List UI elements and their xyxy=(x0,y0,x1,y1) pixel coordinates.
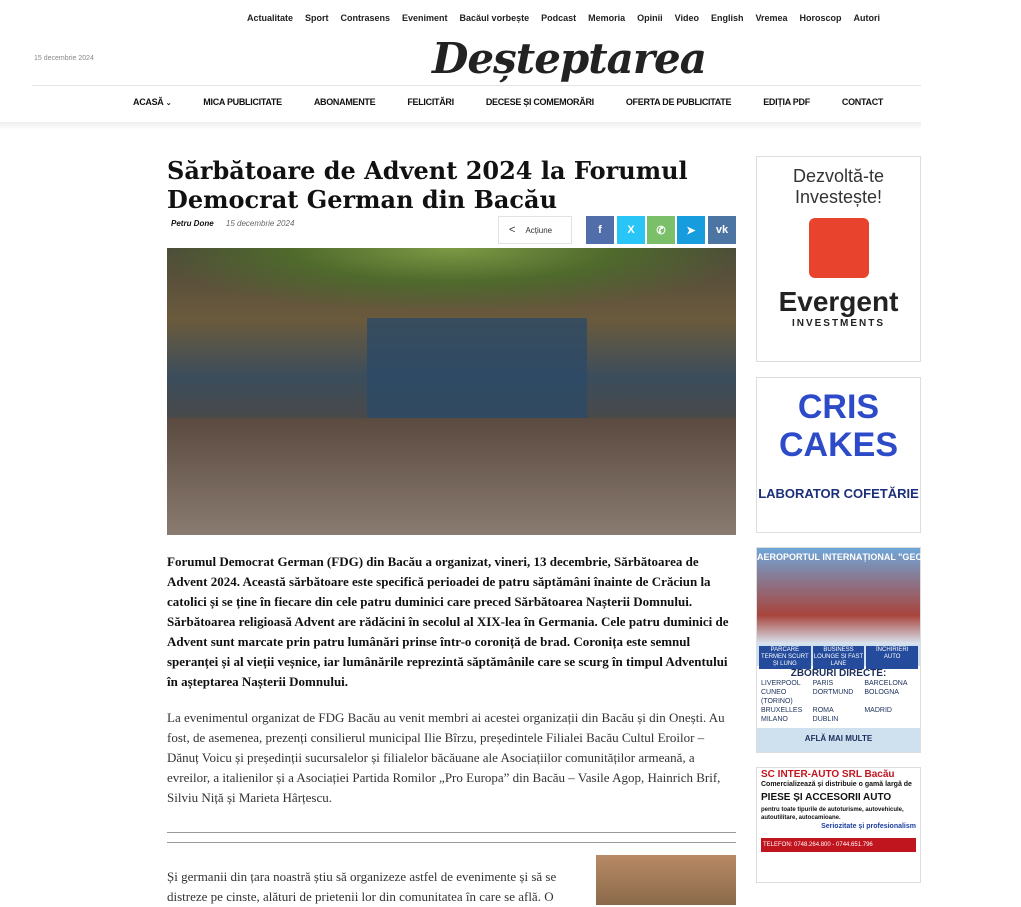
city: DORTMUND xyxy=(812,689,854,696)
share-label: Acțiune xyxy=(525,225,553,235)
author-link[interactable]: Petru Done xyxy=(171,219,214,228)
ad-line: CAKES xyxy=(778,426,899,464)
share-icon: < xyxy=(509,224,516,236)
city: ROMA xyxy=(812,707,834,714)
top-menu xyxy=(247,13,880,23)
city: LIVERPOOL xyxy=(761,680,801,687)
vk-icon: vk xyxy=(715,224,729,236)
city: DUBLIN xyxy=(812,716,839,723)
ad-cris-cakes[interactable] xyxy=(756,377,921,533)
nav-item[interactable]: ABONAMENTE xyxy=(313,97,376,107)
city: MILANO xyxy=(761,716,788,723)
city: BRUXELLES xyxy=(761,707,803,714)
ad-service: ÎNCHIRIERI AUTO xyxy=(866,646,918,669)
top-menu-item[interactable]: Memoria xyxy=(588,13,626,23)
nav-item[interactable]: DECESE ȘI COMEMORĂRI xyxy=(485,97,594,107)
divider xyxy=(167,842,736,843)
ad-inter-auto[interactable] xyxy=(756,767,921,883)
ad-title: SC INTER-AUTO SRL Bacău xyxy=(761,769,895,780)
nav-item[interactable]: MICA PUBLICITATE xyxy=(203,97,282,107)
city: PARIS xyxy=(812,680,834,687)
inline-photo[interactable] xyxy=(596,855,736,905)
whatsapp-share-button[interactable] xyxy=(647,216,675,244)
ad-service: PARCARE TERMEN SCURT ȘI LUNG xyxy=(759,646,811,669)
article-meta xyxy=(171,219,294,228)
nav-label: ACASĂ xyxy=(133,97,164,107)
facebook-icon: f xyxy=(598,224,602,236)
share-button[interactable] xyxy=(498,216,572,244)
top-menu-item[interactable]: Sport xyxy=(305,13,329,23)
ad-sub: LABORATOR COFETĂRIE xyxy=(758,486,919,501)
city: CUNEO (TORINO) xyxy=(761,689,793,705)
top-menu-item[interactable]: Horoscop xyxy=(799,13,842,23)
nav-item[interactable]: OFERTA DE PUBLICITATE xyxy=(625,97,732,107)
facebook-share-button[interactable] xyxy=(586,216,614,244)
article-date: 15 decembrie 2024 xyxy=(225,219,295,228)
top-menu-item[interactable]: Contrasens xyxy=(340,13,391,23)
article-photo[interactable] xyxy=(167,248,736,535)
nav-item[interactable]: FELICITĂRI xyxy=(407,97,454,107)
ad-airport[interactable] xyxy=(756,547,1021,753)
ad-title: AEROPORTUL INTERNAȚIONAL "GEORGE ENESCU" BACĂU xyxy=(757,548,920,644)
nav-item[interactable]: EDIȚIA PDF xyxy=(763,97,810,107)
ad-phone: TELEFON: 0748.264.800 - 0744.651.796 xyxy=(761,838,916,852)
ad-brand: Evergent xyxy=(778,286,899,317)
header-date: 15 decembrie 2024 xyxy=(34,55,94,62)
site-logo[interactable]: Deșteptarea xyxy=(432,34,706,83)
city: BOLOGNA xyxy=(864,689,899,696)
ad-line: PIESE ȘI ACCESORII AUTO xyxy=(761,792,892,803)
chevron-down-icon: ⌄ xyxy=(165,100,172,107)
ad-line: Dezvoltă-te xyxy=(792,166,885,186)
divider xyxy=(32,85,921,86)
main-nav xyxy=(133,97,915,107)
ad-slogan: Seriozitate și profesionalism xyxy=(821,823,916,830)
photo-audience xyxy=(167,418,736,535)
telegram-icon: ➤ xyxy=(686,224,696,237)
x-icon: X xyxy=(627,224,635,236)
ad-service: BUSINESS LOUNGE ȘI FAST LANE xyxy=(813,647,864,667)
top-menu-item[interactable]: Video xyxy=(674,13,699,23)
photo-foliage xyxy=(167,248,736,308)
divider xyxy=(167,832,736,833)
ad-line: CRIS xyxy=(797,388,880,426)
ad-line: Comercializează și distribuie o gamă largă de xyxy=(761,781,912,788)
top-menu-item[interactable]: English xyxy=(710,13,744,23)
bull-logo-icon xyxy=(809,218,869,278)
ad-heading: ZBORURI DIRECTE: xyxy=(790,668,887,679)
top-menu-item[interactable]: Bacăul vorbește xyxy=(459,13,530,23)
top-menu-item[interactable]: Eveniment xyxy=(402,13,448,23)
twitter-share-button[interactable] xyxy=(617,216,645,244)
ad-cta: AFLĂ MAI MULTE xyxy=(804,734,873,743)
top-menu-item[interactable]: Opinii xyxy=(637,13,663,23)
telegram-share-button[interactable] xyxy=(677,216,705,244)
article-paragraph: La evenimentul organizat de FDG Bacău au venit membri ai acestei organizații din Bacău și din Onești. Au fost, de asemenea, prezenți consilierul municipal Ilie Bîrzu, președintele Filialei Bacău Cultul Eroilor – Dănuț Voicu și președinții sucursalelor și filialelor băcăuane ale Asociațiilor comunităților armeană, a evreilor, a italienilor și a Asociației Partida Romilor „Pro Europa” din Bacău – Vasile Agop, Hainrich Brif, Silviu Niță și Marieta Hârțescu. xyxy=(167,710,725,805)
whatsapp-icon: ✆ xyxy=(656,224,666,237)
article-paragraph: Și germanii din țara noastră știu să organizeze astfel de evenimente și să se distreze pe cinste, alături de prietenii lor din comunitatea în care se află. O xyxy=(167,869,557,904)
nav-item[interactable]: CONTACT xyxy=(841,97,884,107)
vk-share-button[interactable] xyxy=(708,216,736,244)
article-paragraph-lead: Forumul Democrat German (FDG) din Bacău a organizat, vineri, 13 decembrie, Sărbătoarea de Advent 2024. Această sărbătoare este specifică perioadei de patru săptămâni înainte de Crăciun la catolici și se ține în fiecare din cele patru duminici care preced Sărbătoarea Nașterii Domnului. Sărbătoarea religioasă Advent are rădăcini în secolul al XIX-lea în Germania. Cele patru duminici de Advent sunt marcate prin patru lumânări prinse într-o coroniță de brad. Coronița este semnul speranței și al vieții veșnice, iar lumânările reprezintă săptămânile care se scurg în timpul Adventului în așteptarea Nașterii Domnului. xyxy=(167,554,729,689)
top-menu-item[interactable]: Podcast xyxy=(541,13,577,23)
ad-sub: INVESTMENTS xyxy=(791,318,886,329)
city: MADRID xyxy=(864,707,892,714)
article-title: Sărbătoare de Advent 2024 la Forumul Democrat German din Bacău xyxy=(167,156,688,214)
city: BARCELONA xyxy=(864,680,908,687)
header-shadow xyxy=(0,122,921,130)
ad-evergent[interactable] xyxy=(756,156,921,362)
ad-line: Investește! xyxy=(794,187,883,207)
top-menu-item[interactable]: Vremea xyxy=(755,13,788,23)
photo-window xyxy=(367,318,587,418)
top-menu-item[interactable]: Autori xyxy=(853,13,881,23)
nav-item-home[interactable] xyxy=(133,97,171,107)
top-menu-item[interactable]: Actualitate xyxy=(247,13,294,23)
ad-line: pentru toate tipurile de autoturisme, autovehicule, autoutilitare, autocamioane. xyxy=(761,807,904,821)
